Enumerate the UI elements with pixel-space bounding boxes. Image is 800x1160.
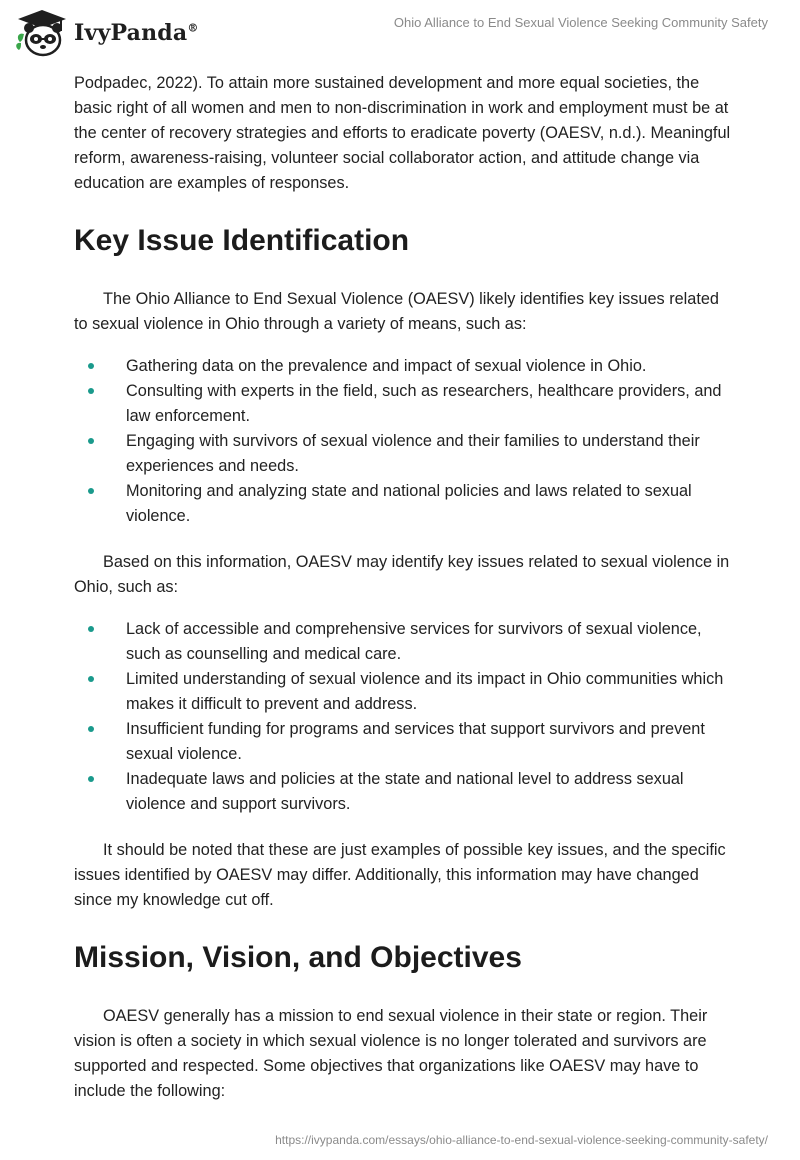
bullet-icon [88,488,94,494]
source-url[interactable]: https://ivypanda.com/essays/ohio-alliance-to-end-sexual-violence-seeking-community-safety/ [275,1133,768,1147]
document-title: Ohio Alliance to End Sexual Violence Seeking Community Safety [393,15,768,30]
bullet-list [74,354,734,529]
bullet-icon [88,388,94,394]
list-item: Monitoring and analyzing state and national policies and laws related to sexual violence. [74,479,734,529]
ivypanda-logo[interactable] [14,8,199,58]
list-item: Consulting with experts in the field, such as researchers, healthcare providers, and law enforcement. [74,379,734,429]
bullet-icon [88,438,94,444]
list-item: Engaging with survivors of sexual violence and their families to understand their experiences and needs. [74,429,734,479]
bullet-icon [88,676,94,682]
intro-paragraph: Podpadec, 2022). To attain more sustained development and more equal societies, the basic right of all women and men to non-discrimination in work and employment must be at the center of recovery strategies and efforts to eradicate poverty (OAESV, n.d.). Meaningful reform, awareness-raising, volunteer social collaborator action, and attitude change via education are examples of responses. [74,74,731,192]
list-item: Gathering data on the prevalence and impact of sexual violence in Ohio. [74,354,734,379]
bullet-icon [88,363,94,369]
list-item: Inadequate laws and policies at the state and national level to address sexual violence and support survivors. [74,767,734,817]
paragraph: The Ohio Alliance to End Sexual Violence (OAESV) likely identifies key issues related to sexual violence in Ohio through a variety of means, such as: [74,290,719,333]
panda-graduate-icon [14,8,70,58]
page-header [0,0,800,64]
list-item: Lack of accessible and comprehensive services for survivors of sexual violence, such as counselling and medical care. [74,617,734,667]
list-item: Limited understanding of sexual violence and its impact in Ohio communities which makes it difficult to prevent and address. [74,667,734,717]
bullet-icon [88,626,94,632]
section-heading-mission: Mission, Vision, and Objectives [74,941,522,974]
bullet-icon [88,776,94,782]
bullet-list [74,617,734,817]
paragraph: Based on this information, OAESV may identify key issues related to sexual violence in Ohio, such as: [74,553,730,596]
brand-name: IvyPanda® [74,20,199,46]
paragraph: It should be noted that these are just examples of possible key issues, and the specific issues identified by OAESV may differ. Additionally, this information may have changed since my knowledge cut off. [74,841,726,909]
bullet-icon [88,726,94,732]
section-heading-key-issue: Key Issue Identification [74,224,410,257]
paragraph: OAESV generally has a mission to end sexual violence in their state or region. Their vision is often a society in which sexual violence is no longer tolerated and survivors are supported and respected. Some objectives that organizations like OAESV may have to include the following: [74,1007,708,1100]
essay-content [74,71,734,1104]
list-item: Insufficient funding for programs and services that support survivors and prevent sexual violence. [74,717,734,767]
